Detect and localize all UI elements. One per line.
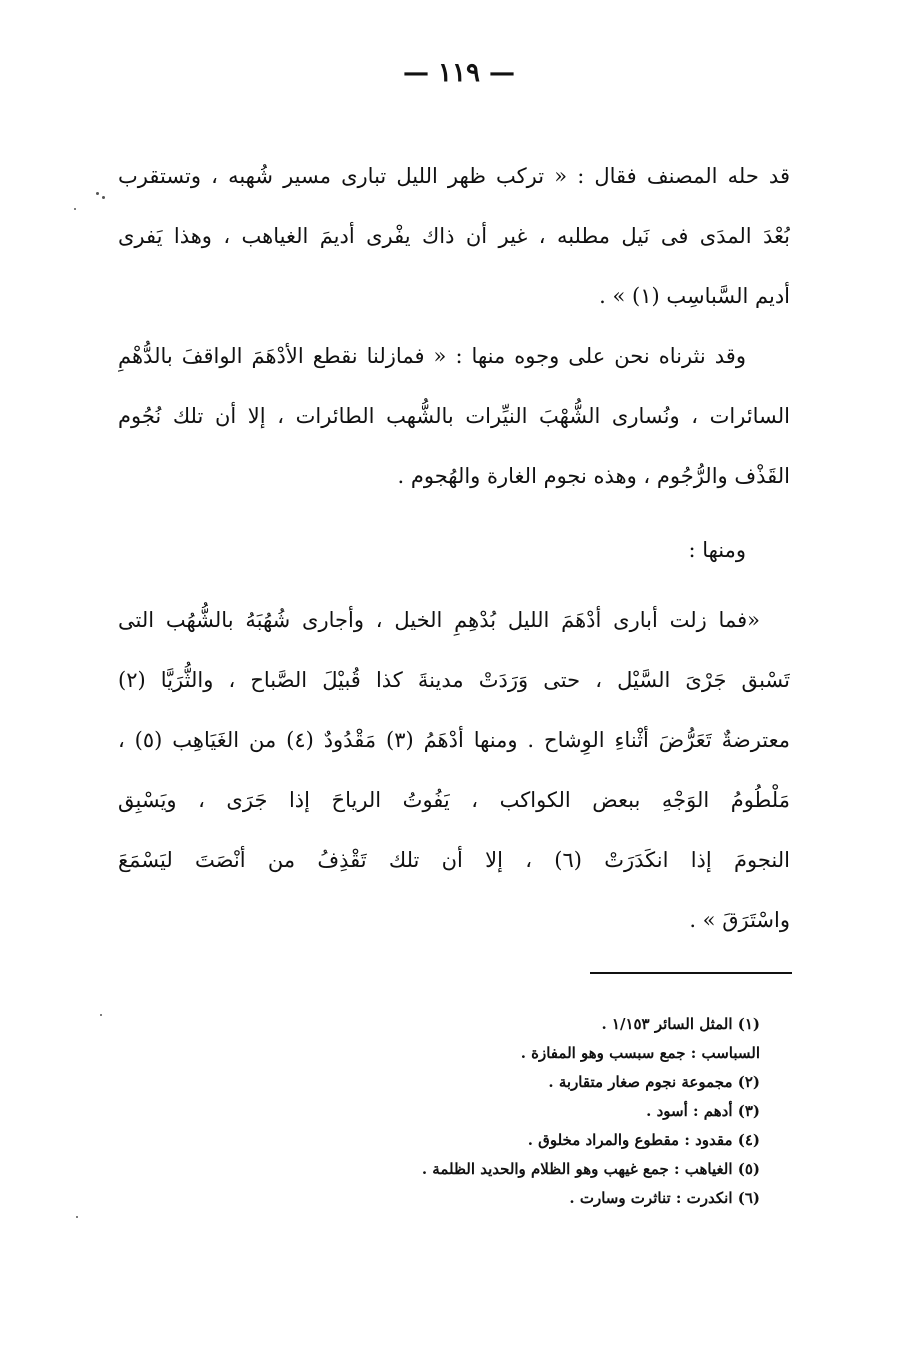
- scan-speck: [74, 208, 76, 210]
- text-line: ومنها :: [688, 538, 746, 562]
- text-line: قد حله المصنف فقال : « تركب ظهر الليل تبارى مسير شُهبه ، وتستقرب: [118, 164, 790, 188]
- footnote: (٤) مقدود : مقطوع والمراد مخلوق .: [527, 1131, 760, 1149]
- text-line: السائرات ، ونُسارى الشُّهْبَ النيِّرات بالشُّهب الطائرات ، إلا أن تلك نُجُوم: [118, 404, 790, 428]
- scan-speck: [76, 1216, 78, 1218]
- footnote: السباسب : جمع سبسب وهو المفازة .: [520, 1044, 760, 1062]
- scan-speck: [100, 1014, 102, 1016]
- footnote: (٢) مجموعة نجوم صغار متقاربة .: [548, 1073, 760, 1091]
- text-line: القَذْف والرُّجُوم ، وهذه نجوم الغارة والهُجوم .: [397, 464, 790, 488]
- text-line: واسْتَرَقَ » .: [689, 908, 790, 932]
- text-line: تَسْبق جَرْىَ السَّيْل ، حتى وَرَدَتْ مدينةَ كذا قُبيْلَ الصَّباح ، والثُّرَيَّا (٢): [118, 668, 790, 692]
- footnote-separator: [590, 972, 792, 974]
- scan-speck: [102, 196, 105, 199]
- footnote: (١) المثل السائر ١/١٥٣ .: [601, 1015, 760, 1033]
- footnote: (٣) أدهم : أسود .: [646, 1102, 760, 1120]
- paragraph-3: [118, 520, 790, 580]
- page-number: — ١١٩ —: [402, 58, 516, 88]
- paragraph-1: [118, 146, 790, 326]
- footnote: (٥) الغياهب : جمع غيهب وهو الظلام والحديد الظلمة .: [421, 1160, 760, 1178]
- footnote: (٦) انكدرت : تناثرت وسارت .: [569, 1189, 760, 1207]
- text-line: «فما زلت أبارى أدْهَمَ الليل بُدْهِمِ الخيل ، وأجارى شُهُبَهُ بالشُّهُب التى: [118, 608, 760, 632]
- text-line: معترضةٌ تَعَرُّضَ أثْناءِ الوِشاح . ومنها أدْهَمُ (٣) مَقْدُودٌ (٤) من الغَيَاهِب (٥) ،: [118, 728, 790, 752]
- text-line: وقد نثرناه نحن على وجوه منها : « فمازلنا نقطع الأدْهَمَ الواقفَ بالدُّهْمِ: [118, 344, 746, 368]
- paragraph-4: [118, 590, 790, 950]
- scan-speck: [96, 192, 99, 195]
- footnotes: [300, 1010, 760, 1213]
- text-line: بُعْدَ المدَى فى نَيل مطلبه ، غير أن ذاك يفْرى أديمَ الغياهب ، وهذا يَفرى: [118, 224, 790, 248]
- paragraph-2: [118, 326, 790, 506]
- text-line: أديم السَّباسِب (١) » .: [599, 284, 790, 308]
- text-line: النجومَ إذا انكَدَرَتْ (٦) ، إلا أن تلك تَقْذِفُ من أنْصَتَ ليَسْمَعَ: [118, 848, 790, 872]
- text-line: مَلْطُومُ الوَجْهِ ببعض الكواكب ، يَفُوتُ الرياحَ إذا جَرَى ، ويَسْبِق: [118, 788, 790, 812]
